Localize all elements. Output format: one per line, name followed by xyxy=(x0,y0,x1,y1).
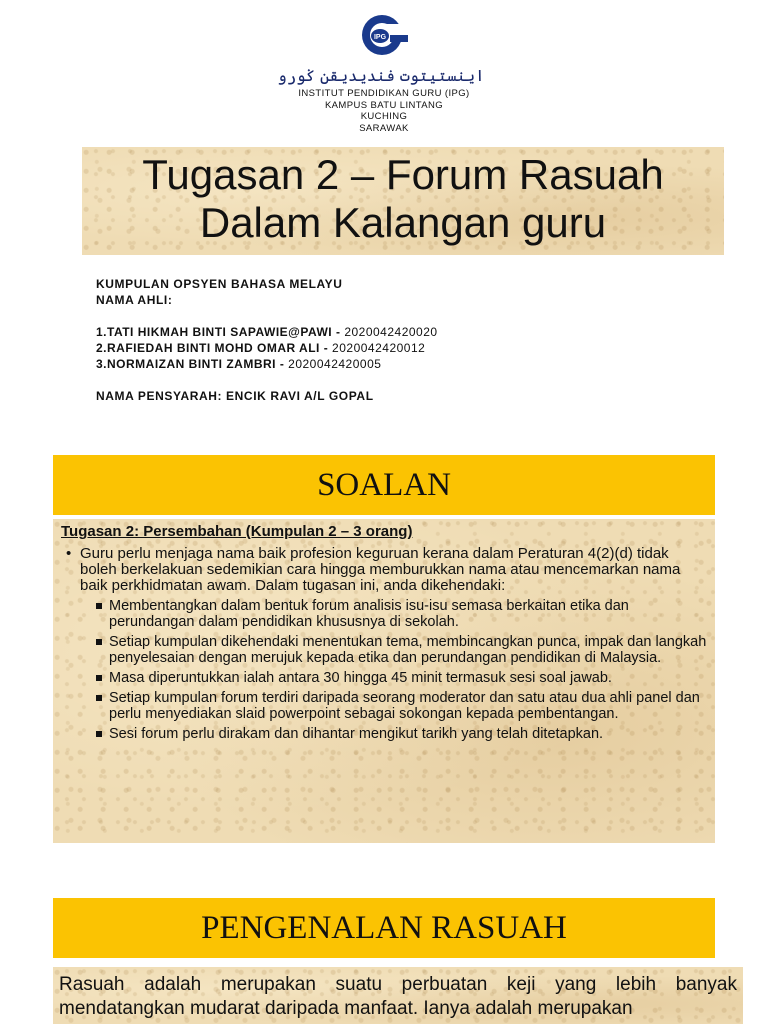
page-title xyxy=(82,147,724,247)
pengenalan-text: Rasuah adalah merupakan suatu perbuatan keji yang lebih banyak mendatangkan mudarat daripada manfaat. Ianya adalah merupakan xyxy=(53,967,743,1024)
group-info xyxy=(96,276,696,404)
member-item: 2.RAFIEDAH BINTI MOHD OMAR ALI - 2020042420012 xyxy=(96,341,426,355)
member-id: 2020042420012 xyxy=(332,341,426,355)
task-item: Setiap kumpulan forum terdiri daripada seorang moderator dan satu atau dua ahli panel dan perlu menyediakan slaid powerpoint sebagai sokongan kepada pembentangan. xyxy=(109,690,707,722)
institute-name xyxy=(0,88,768,134)
member-item: 1.TATI HIKMAH BINTI SAPAWIE@PAWI - 2020042420020 xyxy=(96,325,438,339)
group-heading: KUMPULAN OPSYEN BAHASA MELAYU xyxy=(96,277,343,291)
task-item: Masa diperuntukkan ialah antara 30 hingga 45 minit termasuk sesi soal jawab. xyxy=(109,670,707,686)
task-item: Setiap kumpulan dikehendaki menentukan tema, membincangkan punca, impak dan langkah penyelesaian dengan merujuk kepada etika dan perundangan pendidikan di Malaysia. xyxy=(109,634,707,666)
members-label: NAMA AHLI: xyxy=(96,293,173,307)
task-item: Membentangkan dalam bentuk forum analisis isu-isu semasa berkaitan etika dan perundangan dalam pendidikan khususnya di sekolah. xyxy=(109,598,707,630)
lecturer-name: NAMA PENSYARAH: ENCIK RAVI A/L GOPAL xyxy=(96,389,374,403)
title-line-2: Dalam Kalangan guru xyxy=(199,199,607,246)
soalan-banner: SOALAN xyxy=(53,455,715,515)
member-id: 2020042420020 xyxy=(344,325,438,339)
institute-line-4: SARAWAK xyxy=(359,122,409,134)
task-list xyxy=(61,598,707,742)
institute-line-2: KAMPUS BATU LINTANG xyxy=(324,99,444,111)
task-lead: • Guru perlu menjaga nama baik profesion keguruan kerana dalam Peraturan 4(2)(d) tidak boleh berkelakuan sedemikian cara hingga memburukkan nama atau mencemarkan nama baik perkhidmatan awam. Dalam tugasan ini, anda dikehendaki: xyxy=(61,546,707,594)
soalan-panel xyxy=(53,519,715,843)
svg-text:IPG: IPG xyxy=(373,34,387,41)
member-item: 3.NORMAIZAN BINTI ZAMBRI - 2020042420005 xyxy=(96,357,382,371)
title-panel xyxy=(82,147,724,255)
title-line-1: Tugasan 2 – Forum Rasuah xyxy=(142,151,664,198)
task-item: Sesi forum perlu dirakam dan dihantar mengikut tarikh yang telah ditetapkan. xyxy=(109,726,707,742)
institute-line-1: INSTITUT PENDIDIKAN GURU (IPG) xyxy=(298,88,470,99)
member-id: 2020042420005 xyxy=(288,357,382,371)
task-heading: Tugasan 2: Persembahan (Kumpulan 2 – 3 orang) xyxy=(61,523,413,540)
pengenalan-banner: PENGENALAN RASUAH xyxy=(53,898,715,958)
institute-line-3: KUCHING xyxy=(360,111,408,122)
logo-jawi-text: اينستيتوت فنديديقن ݢورو xyxy=(277,66,485,85)
ipg-emblem-icon xyxy=(360,12,408,58)
